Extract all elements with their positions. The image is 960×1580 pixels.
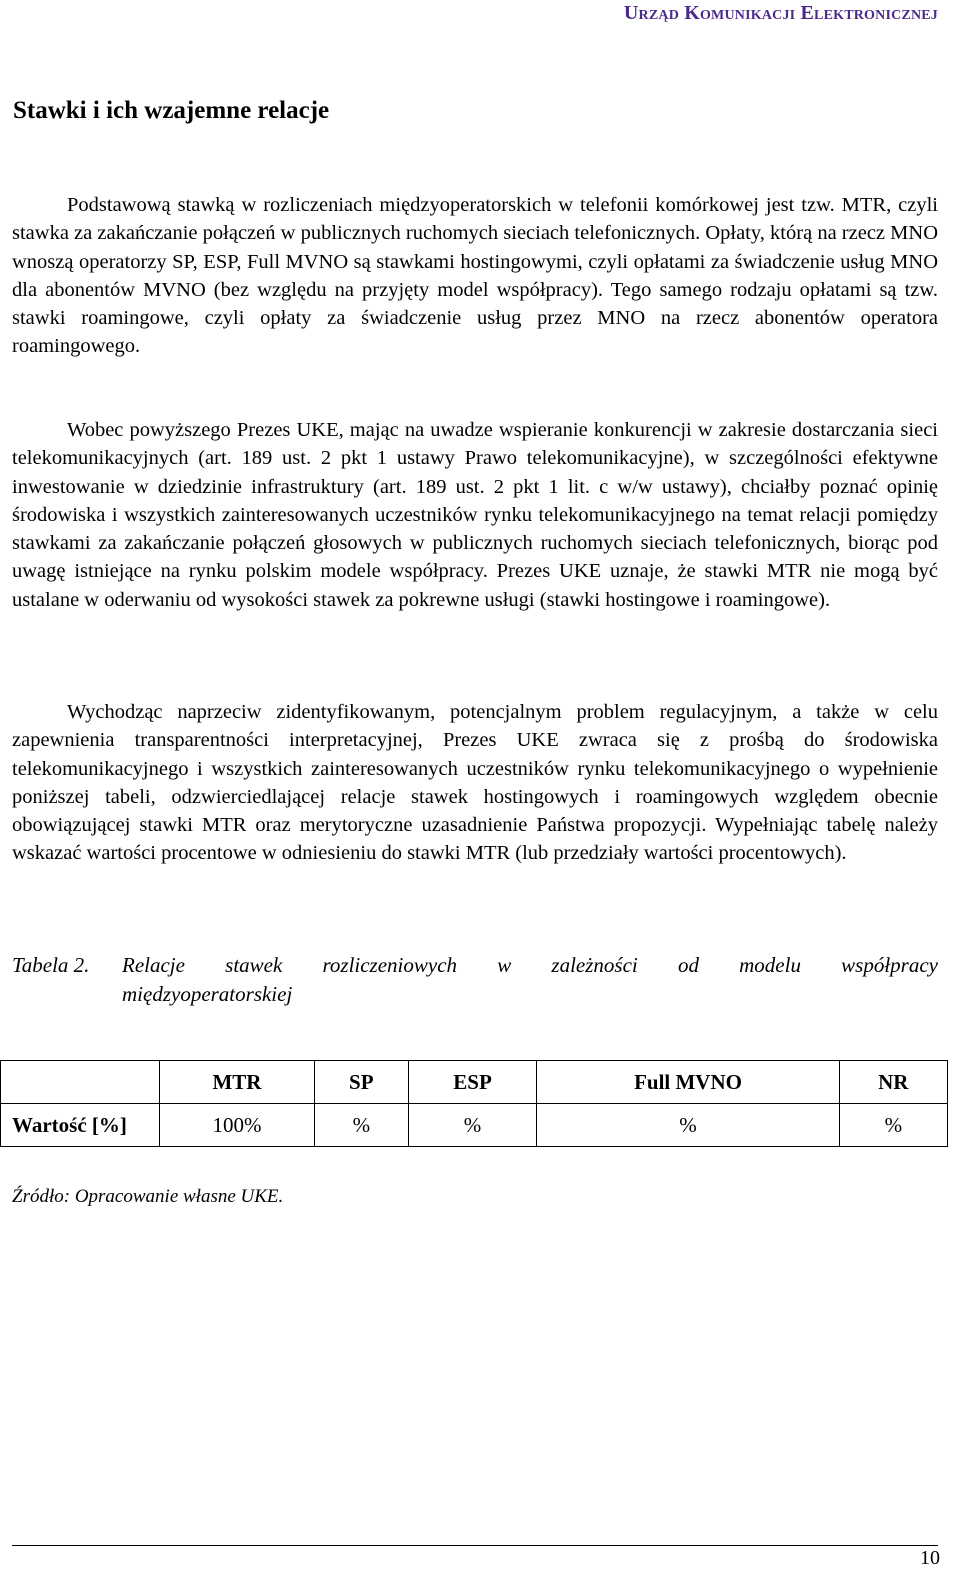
cell-sp-value: % xyxy=(314,1104,408,1147)
paragraph-3: Wychodząc naprzeciw zidentyfikowanym, potencjalnym problem regulacyjnym, a także w celu zapewnienia transparentności interpretacyjnej, Prezes UKE zwraca się z prośbą do środowiska telekomunikacyjnego i wszystkich zainteresowanych uczestników rynku telekomunikacyjnego o wypełnienie poniższej tabeli, odzwierciedlającej relacje stawek hostingowych i roamingowych względem obecnie obowiązującej stawki MTR oraz merytoryczne uzasadnienie Państwa propozycji. Wypełniając tabelę należy wskazać wartości procentowe w odniesieniu do stawki MTR (lub przedziały wartości procentowych). xyxy=(12,701,938,865)
page-number: 10 xyxy=(920,1547,940,1569)
column-header-esp: ESP xyxy=(408,1061,537,1104)
row-label: Wartość [%] xyxy=(1,1104,160,1147)
cell-full-mvno-value: % xyxy=(537,1104,839,1147)
column-header-sp: SP xyxy=(314,1061,408,1104)
table-caption-line-2: międzyoperatorskiej xyxy=(122,982,293,1006)
table-caption-line-1: Relacje stawek rozliczeniowych w zależności od modelu współpracy xyxy=(122,953,938,977)
table-row xyxy=(1,1104,948,1147)
column-header-nr: NR xyxy=(839,1061,947,1104)
table-caption-label: Tabela 2. xyxy=(12,953,90,977)
paragraph-1: Podstawową stawką w rozliczeniach międzyoperatorskich w telefonii komórkowej jest tzw. MTR, czyli stawka za zakańczanie połączeń w publicznych ruchomych sieciach telefonicznych. Opłaty, którą na rzecz MNO wnoszą operatorzy SP, ESP, Full MVNO są stawkami hostingowymi, czyli opłatami za świadczenie usług MNO dla abonentów MVNO (bez względu na przyjęty model współpracy). Tego samego rodzaju opłatami są tzw. stawki roamingowe, czyli opłaty za świadczenie usług przez MNO na rzecz abonentów operatora roamingowego. xyxy=(12,194,938,358)
cell-nr-value: % xyxy=(839,1104,947,1147)
table-caption-title xyxy=(122,951,938,1009)
column-header-mtr: MTR xyxy=(160,1061,315,1104)
table-corner-cell xyxy=(1,1061,160,1104)
table-caption xyxy=(12,951,938,1009)
cell-mtr-value: 100% xyxy=(160,1104,315,1147)
column-header-full-mvno: Full MVNO xyxy=(537,1061,839,1104)
cell-esp-value: % xyxy=(408,1104,537,1147)
section-title: Stawki i ich wzajemne relacje xyxy=(13,97,330,124)
rates-table xyxy=(0,1060,948,1147)
paragraph-2: Wobec powyższego Prezes UKE, mając na uwadze wspieranie konkurencji w zakresie dostarczania sieci telekomunikacyjnych (art. 189 ust. 2 pkt 1 ustawy Prawo telekomunikacyjne), w szczególności efektywne inwestowanie w dziedzinie infrastruktury (art. 189 ust. 2 pkt 1 lit. c w/w ustawy), chciałby poznać opinię środowiska i wszystkich zainteresowanych uczestników rynku telekomunikacyjnego na temat relacji pomiędzy stawkami za zakańczanie połączeń głosowych w publicznych ruchomych sieciach telefonicznych, biorąc pod uwagę istniejące na rynku polskim modele współpracy. Prezes UKE uznaje, że stawki MTR nie mogą być ustalane w oderwaniu od wysokości stawek za pokrewne usługi (stawki hostingowe i roamingowe). xyxy=(12,419,938,611)
running-header: Urząd Komunikacji Elektronicznej xyxy=(623,2,938,24)
footer-divider xyxy=(12,1545,938,1546)
table-header-row xyxy=(1,1061,948,1104)
table-source: Źródło: Opracowanie własne UKE. xyxy=(12,1186,284,1207)
